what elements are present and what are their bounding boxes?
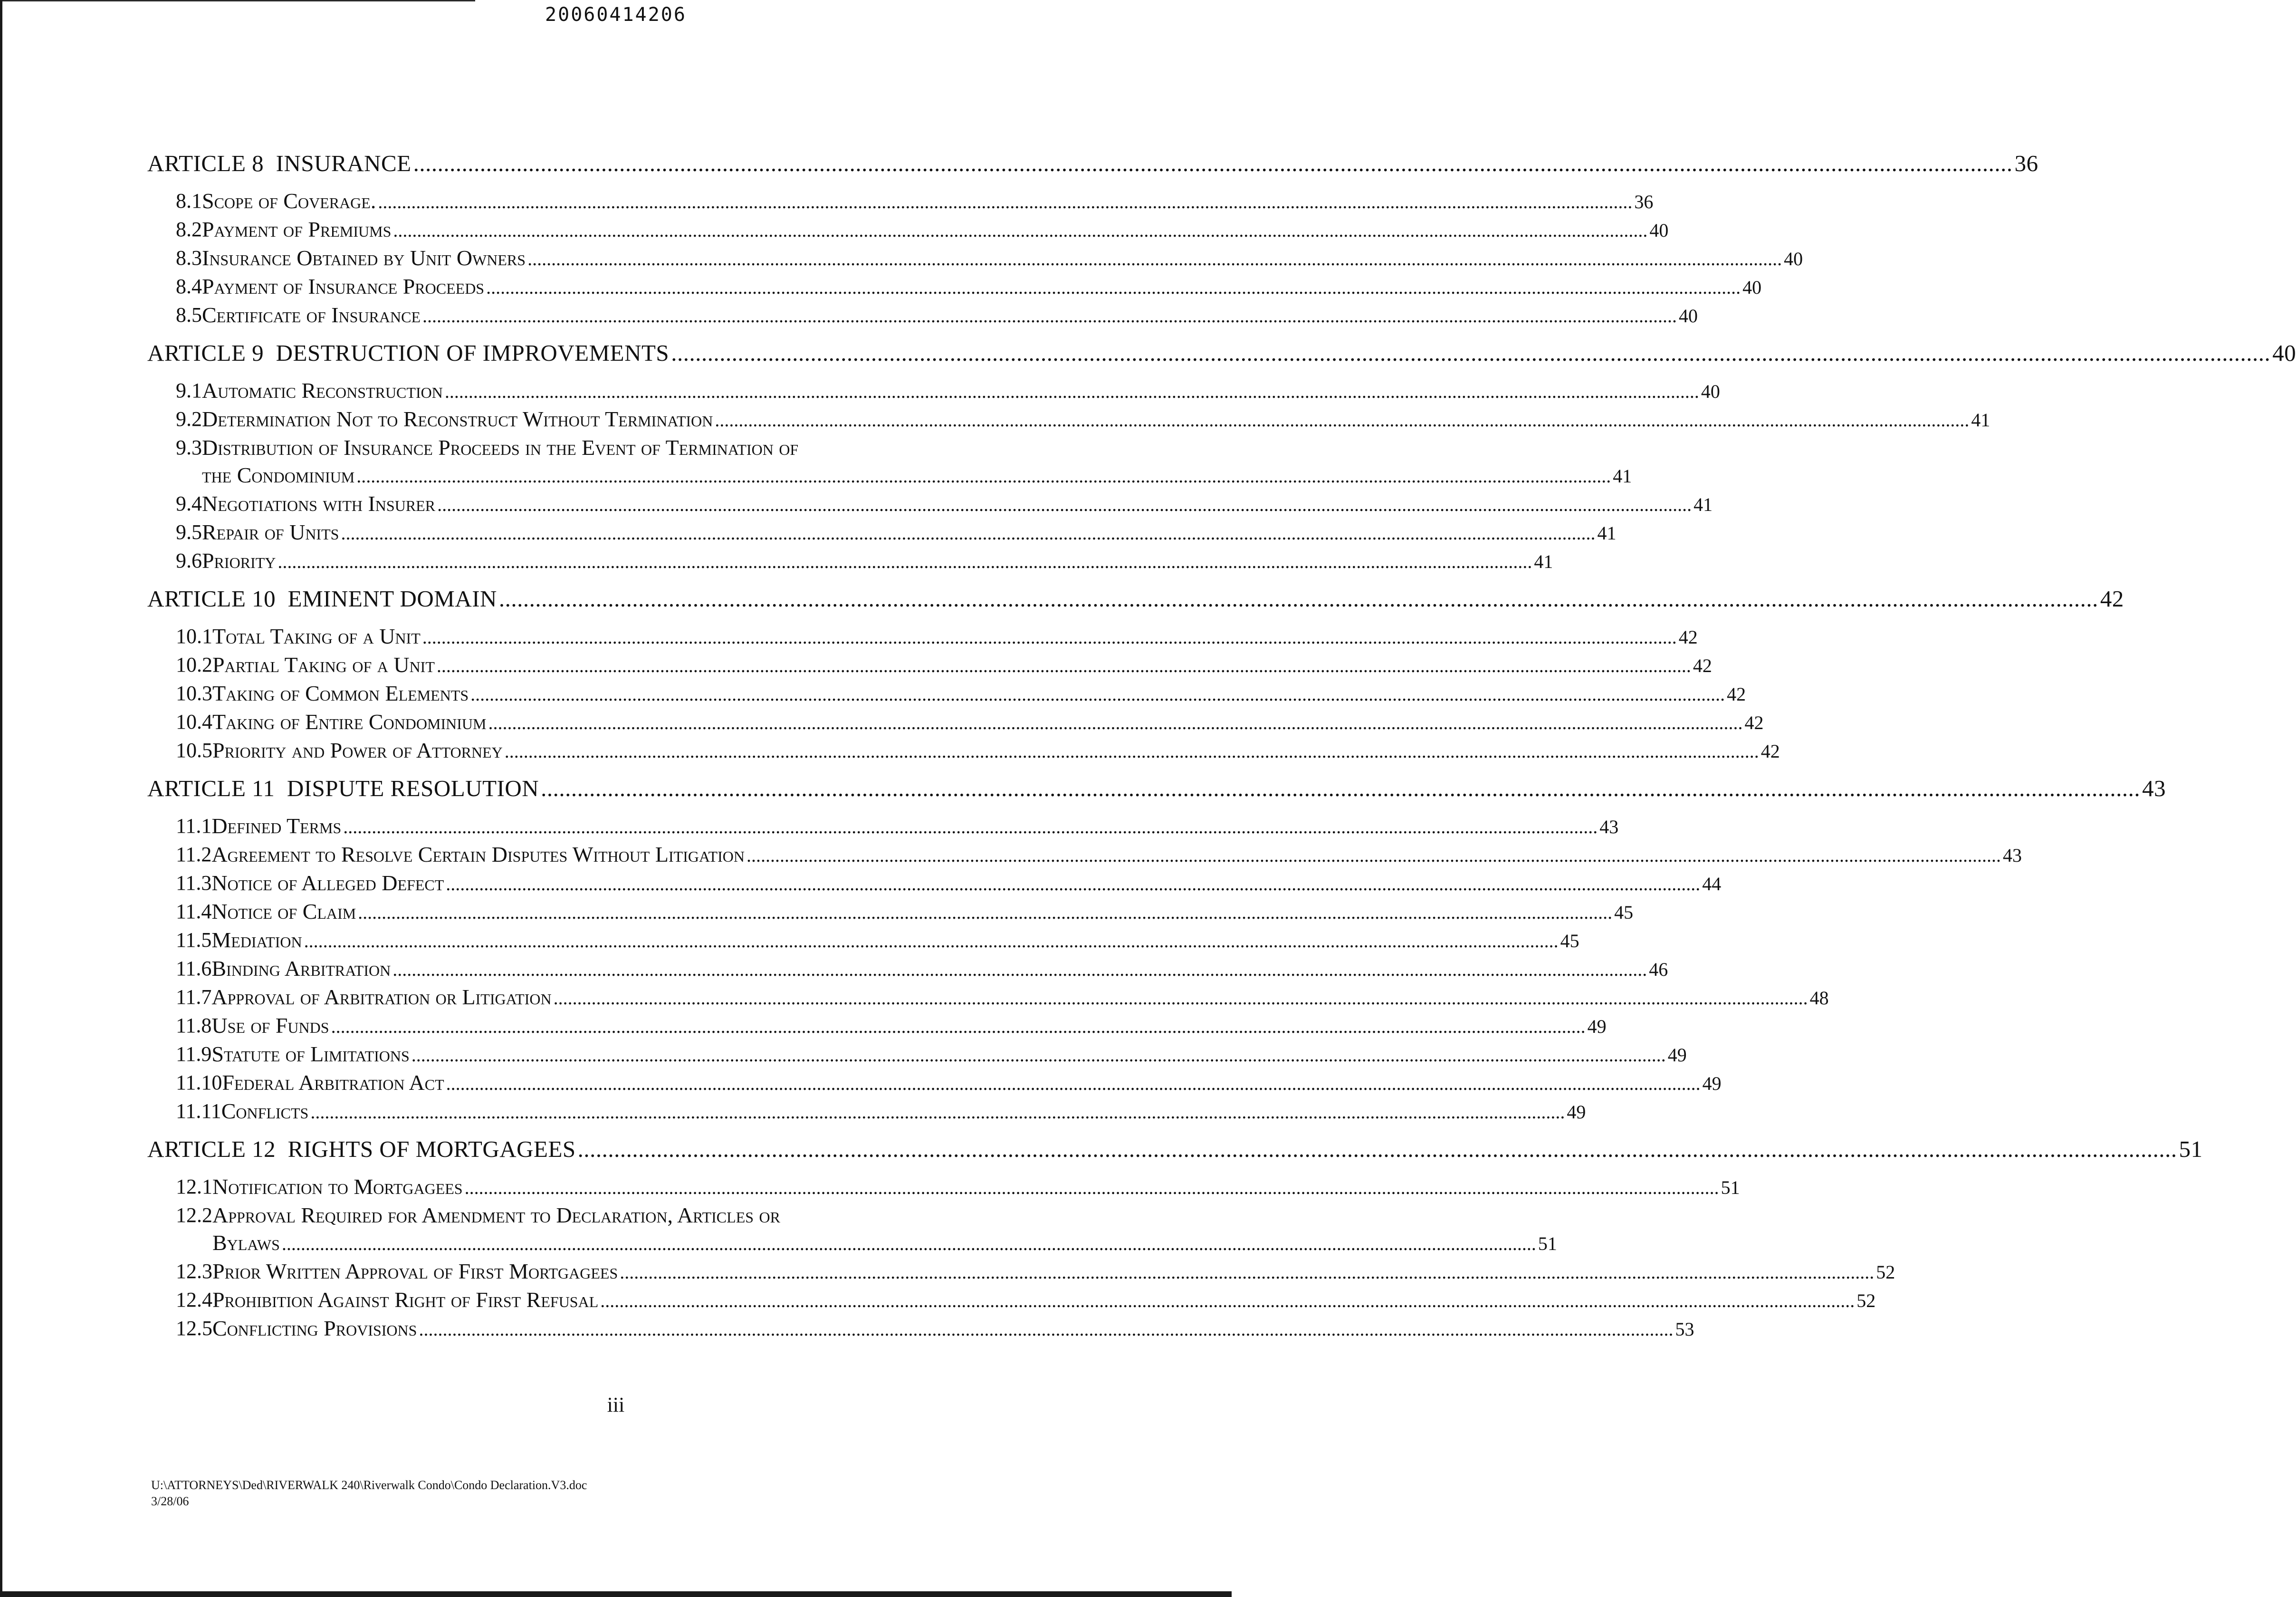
section-body	[202, 547, 1553, 576]
section-page: 43	[1599, 816, 1619, 837]
dot-leader	[746, 842, 2001, 869]
section-page: 51	[1538, 1233, 1557, 1254]
section-line	[202, 547, 1553, 576]
toc-article-entry	[147, 150, 2038, 177]
toc-section-entry	[147, 1040, 1687, 1069]
section-line	[212, 680, 1746, 708]
section-body	[212, 1286, 1875, 1315]
section-line	[202, 519, 1616, 547]
dot-leader	[277, 548, 1532, 576]
section-number: 10.3	[176, 682, 212, 705]
section-line	[211, 955, 1668, 983]
section-line	[222, 1069, 1721, 1097]
dot-leader	[378, 188, 1632, 216]
toc-article-entry	[147, 775, 2166, 802]
section-line	[202, 462, 1632, 490]
dot-leader	[488, 709, 1742, 737]
section-body	[211, 898, 1633, 926]
section-body	[202, 216, 1668, 244]
toc-section-entry	[147, 547, 1553, 576]
section-title: Approval of Arbitration or Litigation	[211, 985, 552, 1009]
section-page: 40	[1679, 305, 1698, 327]
dot-leader	[446, 1070, 1701, 1097]
section-number: 11.5	[176, 928, 212, 952]
section-title-line1: Approval Required for Amendment to Declaration, Articles or	[212, 1203, 780, 1227]
section-line	[212, 1173, 1740, 1202]
section-body	[202, 244, 1803, 273]
section-title: Insurance Obtained by Unit Owners	[202, 246, 526, 270]
section-body	[212, 1202, 1557, 1258]
section-page: 52	[1856, 1290, 1876, 1311]
section-number: 9.2	[176, 407, 202, 431]
toc-section-entry	[147, 955, 1668, 983]
section-page: 45	[1614, 902, 1634, 923]
section-body	[202, 405, 1990, 434]
section-page: 52	[1876, 1261, 1895, 1283]
article-page: 43	[2142, 775, 2166, 801]
section-page: 40	[1649, 220, 1669, 241]
section-title: Payment of Insurance Proceeds	[202, 274, 485, 298]
dot-leader	[465, 1174, 1719, 1202]
section-number: 8.3	[176, 246, 202, 269]
section-line	[211, 1012, 1606, 1040]
section-body	[212, 623, 1698, 651]
section-body	[211, 955, 1668, 983]
article-title: ARTICLE 8 INSURANCE	[147, 150, 411, 176]
toc-section-entry	[147, 377, 1720, 405]
section-body	[211, 1012, 1606, 1040]
section-title: Agreement to Resolve Certain Disputes Without Litigation	[211, 842, 745, 866]
dot-leader	[541, 775, 2140, 802]
article-page: 36	[2014, 150, 2038, 176]
section-page: 36	[1634, 191, 1654, 212]
toc-article-entry	[147, 585, 2124, 612]
section-body	[211, 983, 1828, 1012]
section-line	[212, 623, 1698, 651]
section-number: 8.5	[176, 303, 202, 327]
article-page: 42	[2100, 586, 2124, 612]
section-title: Priority and Power of Attorney	[212, 738, 503, 762]
section-number: 11.4	[176, 900, 212, 923]
section-line	[202, 216, 1668, 244]
section-number: 11.1	[176, 814, 212, 837]
section-body	[202, 434, 1632, 490]
section-title: the Condominium	[202, 463, 355, 487]
section-number: 12.4	[176, 1288, 212, 1311]
section-page: 40	[1701, 381, 1720, 402]
section-title: Prohibition Against Right of First Refusal	[212, 1288, 599, 1312]
section-body	[202, 519, 1616, 547]
dot-leader	[499, 585, 2098, 612]
section-number: 11.7	[176, 985, 212, 1009]
footer-file-info	[151, 1477, 587, 1510]
toc-section-entry	[147, 434, 1632, 490]
section-title: Federal Arbitration Act	[222, 1070, 444, 1095]
toc-article-entry	[147, 1135, 2203, 1163]
section-number: 10.4	[176, 710, 212, 733]
section-page: 42	[1693, 655, 1712, 676]
section-body	[211, 841, 2022, 869]
section-page: 49	[1667, 1044, 1687, 1066]
section-line	[211, 812, 1618, 841]
section-title: Priority	[202, 548, 276, 573]
toc-article-entry	[147, 339, 2296, 366]
dot-leader	[600, 1287, 1855, 1315]
dot-leader	[445, 378, 1699, 405]
toc-section-entry	[147, 869, 1722, 898]
section-line	[211, 926, 1579, 955]
section-number: 8.4	[176, 275, 202, 298]
section-title: Conflicting Provisions	[212, 1316, 417, 1340]
dot-leader	[486, 274, 1741, 301]
dot-leader	[419, 1316, 1673, 1343]
dot-leader	[578, 1135, 2177, 1163]
section-number: 9.5	[176, 520, 202, 544]
table-of-contents	[147, 150, 2296, 1343]
dot-leader	[437, 491, 1692, 519]
toc-section-entry	[147, 926, 1579, 955]
section-page: 40	[1742, 277, 1762, 298]
section-line	[211, 1040, 1686, 1069]
section-title: Certificate of Insurance	[202, 303, 421, 327]
section-number: 11.9	[176, 1042, 212, 1066]
toc-section-entry	[147, 1069, 1722, 1097]
dot-leader	[671, 339, 2270, 366]
section-line	[212, 1258, 1895, 1286]
section-page: 45	[1560, 930, 1579, 952]
toc-section-entry	[147, 405, 1990, 434]
section-body	[202, 490, 1712, 519]
toc-section-entry	[147, 1012, 1607, 1040]
section-title: Total Taking of a Unit	[212, 624, 421, 648]
toc-section-entry	[147, 187, 1654, 216]
dot-leader	[304, 927, 1559, 955]
section-title: Binding Arbitration	[211, 956, 391, 981]
section-number: 12.3	[176, 1260, 212, 1283]
section-title: Conflicts	[221, 1099, 309, 1123]
toc-section-entry	[147, 623, 1698, 651]
toc-section-entry	[147, 1202, 1557, 1258]
section-title: Notification to Mortgagees	[212, 1174, 463, 1199]
toc-section-entry	[147, 680, 1746, 708]
section-body	[212, 1315, 1694, 1343]
section-body	[212, 737, 1780, 765]
section-line	[212, 1229, 1557, 1258]
footer-date: 3/28/06	[151, 1494, 189, 1508]
section-title: Taking of Entire Condominium	[212, 710, 487, 734]
toc-section-entry	[147, 737, 1780, 765]
section-line	[212, 1286, 1875, 1315]
section-page: 49	[1567, 1101, 1586, 1123]
scan-edge-left	[0, 0, 2, 1597]
section-page: 46	[1649, 959, 1668, 980]
section-number: 10.2	[176, 653, 212, 676]
section-line	[202, 301, 1698, 330]
section-body	[212, 680, 1746, 708]
article-page: 40	[2272, 340, 2296, 366]
section-page: 42	[1727, 683, 1746, 705]
section-body	[202, 273, 1761, 301]
section-number: 9.4	[176, 492, 202, 515]
section-line	[212, 651, 1712, 680]
toc-section-entry	[147, 812, 1619, 841]
section-number: 9.3	[176, 436, 202, 459]
section-page: 42	[1744, 712, 1764, 733]
section-line	[211, 841, 2022, 869]
section-body	[211, 869, 1721, 898]
toc-section-entry	[147, 708, 1764, 737]
article-title: ARTICLE 12 RIGHTS OF MORTGAGEES	[147, 1136, 576, 1162]
section-number: 9.6	[176, 549, 202, 572]
section-line	[211, 869, 1721, 898]
dot-leader	[411, 1041, 1666, 1069]
toc-section-entry	[147, 519, 1617, 547]
section-line	[202, 273, 1761, 301]
dot-leader	[393, 217, 1647, 244]
section-page: 41	[1597, 522, 1617, 544]
toc-section-entry	[147, 216, 1669, 244]
section-number: 11.11	[176, 1099, 221, 1123]
section-page: 44	[1702, 873, 1722, 895]
section-page: 49	[1587, 1016, 1607, 1037]
dot-leader	[446, 870, 1700, 898]
dot-leader	[554, 984, 1808, 1012]
section-number: 10.5	[176, 739, 212, 762]
section-number: 11.8	[176, 1014, 212, 1037]
dot-leader	[343, 813, 1598, 841]
toc-section-entry	[147, 490, 1713, 519]
dot-leader	[392, 956, 1647, 983]
section-line	[202, 244, 1803, 273]
toc-section-entry	[147, 1097, 1586, 1126]
section-title: Defined Terms	[211, 814, 342, 838]
section-page: 43	[2002, 845, 2022, 866]
section-line	[202, 187, 1653, 216]
section-title: Notice of Claim	[211, 899, 356, 924]
dot-leader	[422, 302, 1677, 330]
section-title: Automatic Reconstruction	[202, 378, 443, 403]
dot-leader	[437, 652, 1691, 680]
toc-section-entry	[147, 1173, 1740, 1202]
dot-leader	[715, 406, 1969, 434]
toc-section-entry	[147, 898, 1634, 926]
dot-leader	[331, 1013, 1586, 1040]
toc-section-entry	[147, 1258, 1895, 1286]
section-body	[211, 1040, 1686, 1069]
section-number: 9.1	[176, 379, 202, 402]
dot-leader	[422, 624, 1677, 651]
section-title: Notice of Alleged Defect	[211, 871, 444, 895]
section-body	[202, 301, 1698, 330]
section-title: Negotiations with Insurer	[202, 491, 436, 516]
section-page: 41	[1693, 494, 1713, 515]
section-title: Taking of Common Elements	[212, 681, 469, 705]
section-body	[202, 187, 1653, 216]
toc-section-entry	[147, 273, 1762, 301]
article-title: ARTICLE 10 EMINENT DOMAIN	[147, 586, 497, 612]
section-line	[211, 983, 1828, 1012]
section-body	[221, 1097, 1586, 1126]
section-line	[202, 377, 1720, 405]
section-page: 53	[1675, 1318, 1694, 1340]
section-title: Statute of Limitations	[211, 1042, 410, 1066]
toc-section-entry	[147, 841, 2022, 869]
article-page: 51	[2179, 1136, 2203, 1162]
section-title: Repair of Units	[202, 520, 339, 544]
section-page: 48	[1809, 987, 1829, 1009]
section-number: 11.2	[176, 843, 212, 866]
section-line	[212, 708, 1763, 737]
section-title-line1: Distribution of Insurance Proceeds in the Event of Termination of	[202, 435, 799, 460]
scan-edge-top	[0, 0, 475, 1]
section-body	[212, 1173, 1740, 1202]
section-line	[212, 737, 1780, 765]
section-body	[211, 812, 1618, 841]
section-number: 11.3	[176, 871, 212, 895]
section-number: 12.1	[176, 1175, 212, 1198]
page-number: iii	[607, 1393, 625, 1416]
section-page: 41	[1534, 551, 1553, 572]
section-title: Payment of Premiums	[202, 217, 392, 241]
section-title: Determination Not to Reconstruct Without Termination	[202, 407, 713, 431]
dot-leader	[282, 1230, 1536, 1258]
section-body	[212, 651, 1712, 680]
section-number: 12.2	[176, 1203, 212, 1227]
article-title: ARTICLE 11 DISPUTE RESOLUTION	[147, 775, 539, 801]
dot-leader	[310, 1098, 1565, 1126]
scan-edge-bottom	[0, 1591, 1232, 1597]
dot-leader	[527, 245, 1782, 273]
section-page: 42	[1678, 626, 1698, 648]
section-title: Scope of Coverage.	[202, 189, 376, 213]
section-page: 41	[1613, 465, 1632, 487]
section-number: 12.5	[176, 1317, 212, 1340]
section-title: Partial Taking of a Unit	[212, 653, 435, 677]
section-page: 49	[1702, 1073, 1722, 1094]
section-body	[211, 926, 1579, 955]
section-body	[202, 377, 1720, 405]
section-page: 42	[1760, 741, 1780, 762]
dot-leader	[470, 681, 1725, 708]
section-line	[212, 1315, 1694, 1343]
dot-leader	[505, 738, 1759, 765]
toc-section-entry	[147, 301, 1698, 330]
section-title: Bylaws	[212, 1231, 280, 1255]
toc-section-entry	[147, 244, 1803, 273]
dot-leader	[358, 899, 1612, 926]
section-body	[222, 1069, 1721, 1097]
toc-section-entry	[147, 1315, 1694, 1343]
section-number: 10.1	[176, 625, 212, 648]
dot-leader	[620, 1259, 1874, 1286]
section-number: 8.1	[176, 189, 202, 212]
section-title: Prior Written Approval of First Mortgagees	[212, 1259, 618, 1283]
section-number: 11.6	[176, 957, 212, 980]
toc-section-entry	[147, 1286, 1876, 1315]
section-line	[221, 1097, 1586, 1126]
section-page: 40	[1784, 248, 1803, 269]
section-line	[211, 898, 1633, 926]
section-number: 11.10	[176, 1071, 222, 1094]
article-title: ARTICLE 9 DESTRUCTION OF IMPROVEMENTS	[147, 340, 670, 366]
section-title: Mediation	[211, 928, 302, 952]
document-id: 20060414206	[545, 4, 687, 26]
section-title: Use of Funds	[211, 1013, 329, 1038]
section-line	[202, 490, 1712, 519]
section-page: 41	[1971, 409, 1990, 431]
section-body	[212, 1258, 1895, 1286]
section-body	[212, 708, 1763, 737]
dot-leader	[413, 150, 2013, 177]
toc-section-entry	[147, 983, 1829, 1012]
section-line	[202, 405, 1990, 434]
dot-leader	[341, 520, 1595, 547]
section-page: 51	[1721, 1177, 1740, 1198]
toc-section-entry	[147, 651, 1712, 680]
section-number: 8.2	[176, 218, 202, 241]
footer-file-path: U:\ATTORNEYS\Ded\RIVERWALK 240\Riverwalk Condo\Condo Declaration.V3.doc	[151, 1478, 587, 1492]
dot-leader	[356, 462, 1611, 490]
